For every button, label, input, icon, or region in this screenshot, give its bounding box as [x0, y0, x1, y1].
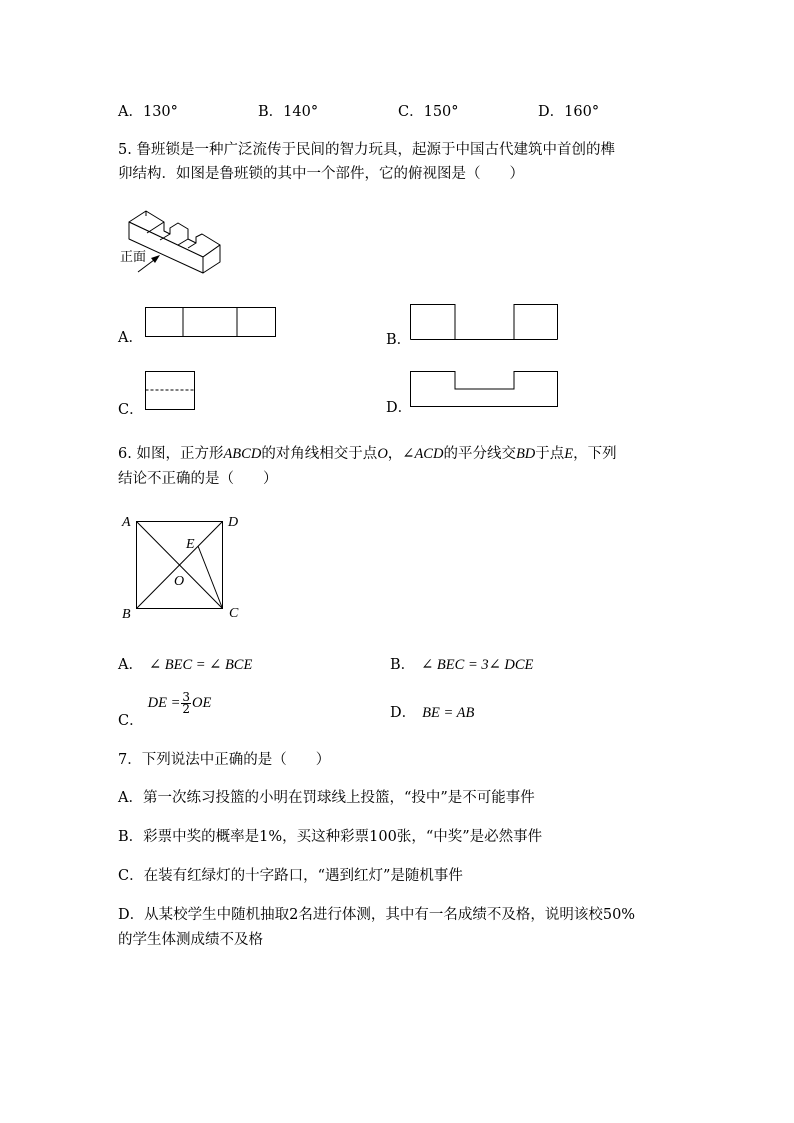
q5-option-a-figure [145, 307, 277, 339]
option-text: 140° [283, 104, 319, 120]
q4-option-a [118, 100, 178, 121]
text-run: 6. 如图，正方形 [118, 446, 224, 462]
square-name: ABCD [223, 446, 262, 462]
q7-option-d-line1: D．从某校学生中随机抽取2名进行体测，其中有一名成绩不及格，说明该校50% [118, 907, 636, 923]
q6-option-a [118, 653, 252, 674]
q7-option-d-line2: 的学生体测成绩不及格 [118, 932, 263, 948]
option-letter: D． [390, 705, 417, 721]
label-o: O [174, 574, 185, 589]
q4-option-b [258, 100, 318, 121]
angle-name: ACD [414, 446, 444, 462]
q7-option-a: A．第一次练习投篮的小明在罚球线上投篮，“投中”是不可能事件 [118, 790, 535, 806]
option-text: 150° [423, 104, 459, 120]
label-d: D [228, 515, 239, 530]
text-run: 的对角线相交于点 [261, 446, 378, 462]
label-b: B [122, 607, 131, 622]
option-letter: B． [390, 657, 416, 673]
text-run: 于点 [535, 446, 565, 462]
q5-option-b-figure [410, 304, 560, 342]
label-c: C [229, 606, 239, 621]
segment-name: BD [515, 446, 536, 462]
q4-option-c [398, 100, 459, 121]
option-text: 160° [564, 104, 600, 120]
text-run: ，∠ [387, 446, 415, 462]
label-a: A [122, 515, 131, 530]
option-letter: A． [118, 104, 143, 120]
option-expression: BE = AB [422, 705, 475, 721]
q6-stem-line2: 结论不正确的是（ ） [118, 471, 278, 487]
fraction-numerator: 3 [182, 689, 190, 704]
label-e: E [186, 537, 195, 552]
point-name: O [377, 446, 388, 462]
q5-option-b-letter: B． [386, 332, 412, 348]
q6-option-c [118, 689, 212, 729]
q5-option-c-letter: C． [118, 402, 144, 418]
text-run: 的平分线交 [443, 446, 516, 462]
point-name: E [564, 446, 574, 462]
q7-option-b: B．彩票中奖的概率是1%，买这种彩票100张，“中奖”是必然事件 [118, 829, 543, 845]
square-diagram [118, 510, 248, 625]
fraction [181, 689, 191, 716]
fraction-denominator: 2 [182, 701, 190, 716]
q4-option-d [538, 100, 599, 121]
option-text: 130° [142, 104, 178, 120]
text-run: ，下列 [573, 446, 617, 462]
q7-stem: 7．下列说法中正确的是（ ） [118, 752, 331, 768]
q5-option-d-letter: D． [386, 400, 413, 416]
q7-option-c: C．在装有红绿灯的十字路口，“遇到红灯”是随机事件 [118, 868, 463, 884]
option-letter: D． [538, 104, 565, 120]
q6-stem-line1 [118, 442, 617, 463]
front-label: 正面 [120, 249, 147, 264]
q5-option-a-letter: A． [118, 330, 143, 346]
q6-option-b [390, 653, 533, 674]
equation-lhs: DE = [147, 695, 181, 711]
option-expression: ∠ BEC = ∠ BCE [148, 657, 253, 673]
option-letter: B． [258, 104, 284, 120]
q5-stem-line1: 5. 鲁班锁是一种广泛流传于民间的智力玩具，起源于中国古代建筑中首创的榫 [118, 142, 615, 158]
q5-option-c-figure [145, 371, 197, 412]
option-letter: C． [398, 104, 424, 120]
option-expression: ∠ BEC = 3∠ DCE [421, 657, 534, 673]
q6-option-d [390, 701, 474, 722]
option-letter: A． [118, 657, 143, 673]
q5-option-d-figure [410, 371, 560, 409]
luban-lock-figure [118, 205, 248, 280]
q5-stem-line2: 卯结构．如图是鲁班锁的其中一个部件，它的俯视图是（ ） [118, 166, 524, 182]
option-letter: C． [118, 713, 144, 729]
equation-rhs: OE [192, 695, 212, 711]
